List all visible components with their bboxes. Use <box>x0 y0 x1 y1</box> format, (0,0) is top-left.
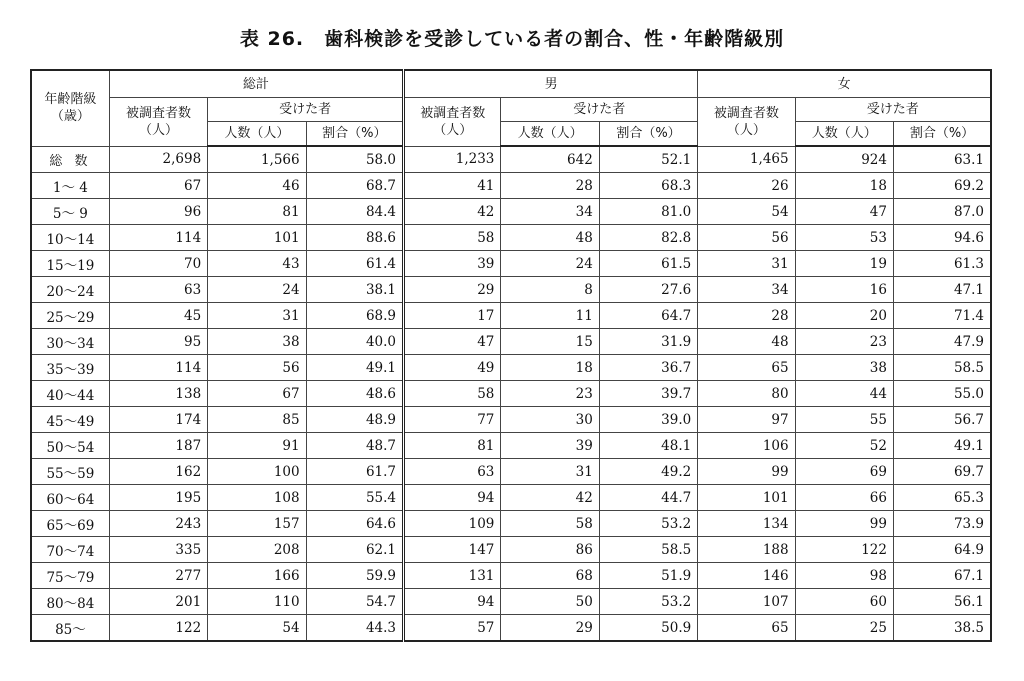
male-count-cell: 28 <box>501 173 599 199</box>
table-body <box>31 146 991 641</box>
table-row <box>31 251 991 277</box>
table-row <box>31 537 991 563</box>
female-ratio-cell: 67.1 <box>893 563 991 589</box>
total-surveyed-cell: 335 <box>109 537 207 563</box>
age-class-cell: 15～19 <box>31 251 109 277</box>
total-count-cell: 110 <box>208 589 306 615</box>
total-surveyed-cell: 45 <box>109 303 207 329</box>
total-count-cell: 100 <box>208 459 306 485</box>
age-class-cell: 55～59 <box>31 459 109 485</box>
male-count-cell: 34 <box>501 199 599 225</box>
table-row <box>31 589 991 615</box>
female-count-cell: 122 <box>795 537 893 563</box>
total-count-cell: 208 <box>208 537 306 563</box>
total-count-cell: 101 <box>208 225 306 251</box>
table-row <box>31 511 991 537</box>
table-row <box>31 173 991 199</box>
total-count-cell: 67 <box>208 381 306 407</box>
female-count-cell: 99 <box>795 511 893 537</box>
total-surveyed-cell: 201 <box>109 589 207 615</box>
female-surveyed-cell: 26 <box>698 173 795 199</box>
male-ratio-cell: 49.2 <box>599 459 697 485</box>
total-count-cell: 108 <box>208 485 306 511</box>
total-count-cell: 91 <box>208 433 306 459</box>
female-ratio-cell: 49.1 <box>893 433 991 459</box>
total-ratio-cell: 48.7 <box>306 433 403 459</box>
total-count-cell: 85 <box>208 407 306 433</box>
age-class-cell: 40～44 <box>31 381 109 407</box>
age-class-cell: 45～49 <box>31 407 109 433</box>
male-ratio-cell: 52.1 <box>599 146 697 173</box>
received-header-total: 受けた者 <box>208 98 404 122</box>
table-row <box>31 355 991 381</box>
female-surveyed-cell: 65 <box>698 615 795 642</box>
age-class-header: 年齢階級 （歳） <box>31 70 109 146</box>
male-surveyed-cell: 58 <box>404 381 501 407</box>
total-surveyed-cell: 95 <box>109 329 207 355</box>
total-count-cell: 81 <box>208 199 306 225</box>
male-count-cell: 29 <box>501 615 599 642</box>
male-count-cell: 30 <box>501 407 599 433</box>
female-count-cell: 66 <box>795 485 893 511</box>
male-surveyed-cell: 109 <box>404 511 501 537</box>
total-surveyed-cell: 174 <box>109 407 207 433</box>
male-count-cell: 23 <box>501 381 599 407</box>
female-count-cell: 47 <box>795 199 893 225</box>
male-count-cell: 24 <box>501 251 599 277</box>
male-count-cell: 48 <box>501 225 599 251</box>
female-surveyed-cell: 101 <box>698 485 795 511</box>
female-count-cell: 44 <box>795 381 893 407</box>
female-ratio-cell: 87.0 <box>893 199 991 225</box>
male-surveyed-cell: 77 <box>404 407 501 433</box>
female-surveyed-cell: 56 <box>698 225 795 251</box>
total-surveyed-cell: 138 <box>109 381 207 407</box>
table-row <box>31 225 991 251</box>
male-ratio-cell: 82.8 <box>599 225 697 251</box>
total-surveyed-cell: 96 <box>109 199 207 225</box>
total-surveyed-cell: 122 <box>109 615 207 642</box>
total-surveyed-cell: 195 <box>109 485 207 511</box>
age-class-cell: 1～ 4 <box>31 173 109 199</box>
female-count-cell: 53 <box>795 225 893 251</box>
female-surveyed-cell: 188 <box>698 537 795 563</box>
total-surveyed-cell: 114 <box>109 355 207 381</box>
male-ratio-cell: 51.9 <box>599 563 697 589</box>
total-ratio-cell: 55.4 <box>306 485 403 511</box>
male-surveyed-cell: 42 <box>404 199 501 225</box>
male-count-cell: 18 <box>501 355 599 381</box>
total-count-cell: 38 <box>208 329 306 355</box>
male-surveyed-cell: 57 <box>404 615 501 642</box>
table-row <box>31 563 991 589</box>
female-surveyed-cell: 54 <box>698 199 795 225</box>
female-count-cell: 18 <box>795 173 893 199</box>
male-ratio-cell: 39.7 <box>599 381 697 407</box>
male-count-cell: 86 <box>501 537 599 563</box>
total-count-cell: 43 <box>208 251 306 277</box>
female-count-cell: 25 <box>795 615 893 642</box>
female-surveyed-cell: 65 <box>698 355 795 381</box>
age-class-cell: 30～34 <box>31 329 109 355</box>
male-surveyed-cell: 1,233 <box>404 146 501 173</box>
female-surveyed-cell: 106 <box>698 433 795 459</box>
total-surveyed-cell: 2,698 <box>109 146 207 173</box>
total-count-cell: 24 <box>208 277 306 303</box>
table-row <box>31 407 991 433</box>
male-surveyed-cell: 58 <box>404 225 501 251</box>
age-class-cell: 5～ 9 <box>31 199 109 225</box>
male-ratio-cell: 53.2 <box>599 589 697 615</box>
total-surveyed-cell: 67 <box>109 173 207 199</box>
female-surveyed-cell: 28 <box>698 303 795 329</box>
male-surveyed-cell: 94 <box>404 485 501 511</box>
male-surveyed-cell: 81 <box>404 433 501 459</box>
table-row <box>31 433 991 459</box>
male-surveyed-cell: 17 <box>404 303 501 329</box>
male-ratio-cell: 48.1 <box>599 433 697 459</box>
total-ratio-cell: 84.4 <box>306 199 403 225</box>
total-ratio-cell: 64.6 <box>306 511 403 537</box>
male-ratio-cell: 58.5 <box>599 537 697 563</box>
age-class-cell: 50～54 <box>31 433 109 459</box>
male-surveyed-cell: 41 <box>404 173 501 199</box>
male-surveyed-cell: 47 <box>404 329 501 355</box>
female-count-cell: 20 <box>795 303 893 329</box>
male-count-cell: 42 <box>501 485 599 511</box>
male-ratio-cell: 61.5 <box>599 251 697 277</box>
ratio-header-female: 割合（%） <box>893 122 991 147</box>
male-surveyed-cell: 94 <box>404 589 501 615</box>
total-surveyed-cell: 70 <box>109 251 207 277</box>
female-ratio-cell: 63.1 <box>893 146 991 173</box>
male-count-cell: 642 <box>501 146 599 173</box>
total-count-cell: 54 <box>208 615 306 642</box>
total-ratio-cell: 68.7 <box>306 173 403 199</box>
male-surveyed-cell: 131 <box>404 563 501 589</box>
male-count-cell: 31 <box>501 459 599 485</box>
total-ratio-cell: 88.6 <box>306 225 403 251</box>
table-row <box>31 199 991 225</box>
female-ratio-cell: 64.9 <box>893 537 991 563</box>
female-surveyed-cell: 48 <box>698 329 795 355</box>
total-surveyed-cell: 162 <box>109 459 207 485</box>
total-ratio-cell: 68.9 <box>306 303 403 329</box>
female-ratio-cell: 56.1 <box>893 589 991 615</box>
total-ratio-cell: 61.7 <box>306 459 403 485</box>
table-row <box>31 329 991 355</box>
age-class-cell: 35～39 <box>31 355 109 381</box>
male-count-cell: 39 <box>501 433 599 459</box>
total-count-cell: 1,566 <box>208 146 306 173</box>
total-surveyed-cell: 277 <box>109 563 207 589</box>
female-ratio-cell: 65.3 <box>893 485 991 511</box>
total-count-cell: 56 <box>208 355 306 381</box>
age-class-cell: 65～69 <box>31 511 109 537</box>
male-ratio-cell: 50.9 <box>599 615 697 642</box>
dental-checkup-table <box>30 69 992 642</box>
table-title: 表 26. 歯科検診を受診している者の割合、性・年齢階級別 <box>239 28 785 50</box>
male-count-cell: 11 <box>501 303 599 329</box>
male-count-cell: 50 <box>501 589 599 615</box>
age-class-cell: 85～ <box>31 615 109 642</box>
count-header-male: 人数（人） <box>501 122 599 147</box>
age-class-cell: 75～79 <box>31 563 109 589</box>
male-count-cell: 15 <box>501 329 599 355</box>
female-surveyed-cell: 80 <box>698 381 795 407</box>
female-surveyed-cell: 99 <box>698 459 795 485</box>
female-ratio-cell: 94.6 <box>893 225 991 251</box>
male-count-cell: 68 <box>501 563 599 589</box>
total-count-cell: 31 <box>208 303 306 329</box>
female-ratio-cell: 71.4 <box>893 303 991 329</box>
age-class-cell: 80～84 <box>31 589 109 615</box>
female-count-cell: 52 <box>795 433 893 459</box>
total-ratio-cell: 59.9 <box>306 563 403 589</box>
table-row-total <box>31 146 991 173</box>
female-surveyed-cell: 134 <box>698 511 795 537</box>
total-ratio-cell: 58.0 <box>306 146 403 173</box>
age-class-cell: 60～64 <box>31 485 109 511</box>
male-ratio-cell: 27.6 <box>599 277 697 303</box>
female-count-cell: 16 <box>795 277 893 303</box>
total-ratio-cell: 49.1 <box>306 355 403 381</box>
table-row <box>31 277 991 303</box>
male-ratio-cell: 39.0 <box>599 407 697 433</box>
female-count-cell: 924 <box>795 146 893 173</box>
total-ratio-cell: 40.0 <box>306 329 403 355</box>
male-ratio-cell: 31.9 <box>599 329 697 355</box>
male-count-cell: 8 <box>501 277 599 303</box>
age-class-cell: 25～29 <box>31 303 109 329</box>
age-class-cell: 総 数 <box>31 146 109 173</box>
male-surveyed-cell: 29 <box>404 277 501 303</box>
surveyed-header-total: 被調査者数 （人） <box>109 98 207 147</box>
female-ratio-cell: 56.7 <box>893 407 991 433</box>
total-ratio-cell: 38.1 <box>306 277 403 303</box>
received-header-male: 受けた者 <box>501 98 698 122</box>
surveyed-header-male: 被調査者数 （人） <box>404 98 501 147</box>
female-ratio-cell: 58.5 <box>893 355 991 381</box>
total-count-cell: 166 <box>208 563 306 589</box>
female-surveyed-cell: 34 <box>698 277 795 303</box>
female-surveyed-cell: 97 <box>698 407 795 433</box>
surveyed-header-female: 被調査者数 （人） <box>698 98 795 147</box>
total-ratio-cell: 48.6 <box>306 381 403 407</box>
female-ratio-cell: 61.3 <box>893 251 991 277</box>
ratio-header-total: 割合（%） <box>306 122 403 147</box>
female-count-cell: 60 <box>795 589 893 615</box>
female-ratio-cell: 69.7 <box>893 459 991 485</box>
received-header-female: 受けた者 <box>795 98 991 122</box>
total-count-cell: 46 <box>208 173 306 199</box>
table-row <box>31 459 991 485</box>
female-surveyed-cell: 31 <box>698 251 795 277</box>
female-ratio-cell: 47.1 <box>893 277 991 303</box>
male-surveyed-cell: 49 <box>404 355 501 381</box>
total-ratio-cell: 44.3 <box>306 615 403 642</box>
male-ratio-cell: 68.3 <box>599 173 697 199</box>
total-count-cell: 157 <box>208 511 306 537</box>
female-ratio-cell: 69.2 <box>893 173 991 199</box>
group-male-header: 男 <box>404 70 698 98</box>
male-count-cell: 58 <box>501 511 599 537</box>
table-row <box>31 615 991 642</box>
male-ratio-cell: 81.0 <box>599 199 697 225</box>
female-ratio-cell: 55.0 <box>893 381 991 407</box>
male-surveyed-cell: 147 <box>404 537 501 563</box>
age-class-cell: 20～24 <box>31 277 109 303</box>
table-row <box>31 303 991 329</box>
female-surveyed-cell: 1,465 <box>698 146 795 173</box>
male-ratio-cell: 36.7 <box>599 355 697 381</box>
female-count-cell: 23 <box>795 329 893 355</box>
age-class-cell: 70～74 <box>31 537 109 563</box>
total-surveyed-cell: 243 <box>109 511 207 537</box>
female-count-cell: 98 <box>795 563 893 589</box>
group-female-header: 女 <box>698 70 991 98</box>
total-surveyed-cell: 63 <box>109 277 207 303</box>
female-count-cell: 69 <box>795 459 893 485</box>
total-ratio-cell: 62.1 <box>306 537 403 563</box>
total-surveyed-cell: 187 <box>109 433 207 459</box>
female-count-cell: 38 <box>795 355 893 381</box>
female-ratio-cell: 73.9 <box>893 511 991 537</box>
male-ratio-cell: 64.7 <box>599 303 697 329</box>
age-class-cell: 10～14 <box>31 225 109 251</box>
total-surveyed-cell: 114 <box>109 225 207 251</box>
male-surveyed-cell: 63 <box>404 459 501 485</box>
total-ratio-cell: 54.7 <box>306 589 403 615</box>
male-surveyed-cell: 39 <box>404 251 501 277</box>
table-row <box>31 381 991 407</box>
male-ratio-cell: 53.2 <box>599 511 697 537</box>
female-surveyed-cell: 107 <box>698 589 795 615</box>
count-header-female: 人数（人） <box>795 122 893 147</box>
female-ratio-cell: 47.9 <box>893 329 991 355</box>
ratio-header-male: 割合（%） <box>599 122 697 147</box>
count-header-total: 人数（人） <box>208 122 306 147</box>
total-ratio-cell: 61.4 <box>306 251 403 277</box>
group-total-header: 総計 <box>109 70 403 98</box>
female-surveyed-cell: 146 <box>698 563 795 589</box>
male-ratio-cell: 44.7 <box>599 485 697 511</box>
table-row <box>31 485 991 511</box>
female-count-cell: 19 <box>795 251 893 277</box>
female-ratio-cell: 38.5 <box>893 615 991 642</box>
female-count-cell: 55 <box>795 407 893 433</box>
total-ratio-cell: 48.9 <box>306 407 403 433</box>
